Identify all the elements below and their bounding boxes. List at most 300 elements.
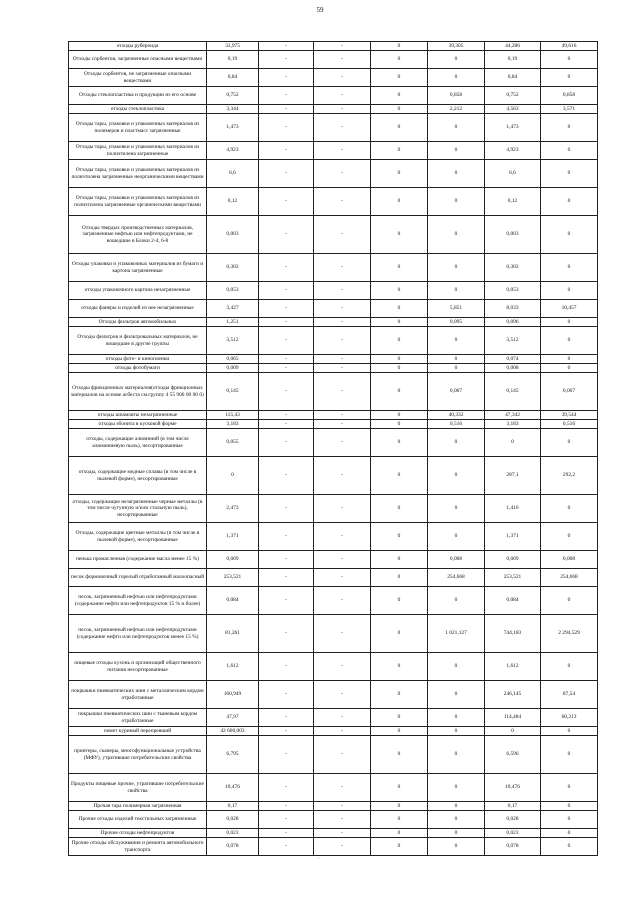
value-cell-5: 0 [428, 495, 485, 523]
waste-name-cell: Отходы сорбентов, загрязненные опасными веществами [69, 51, 207, 69]
value-cell-6: 6,596 [485, 736, 541, 774]
value-cell-6: 1,612 [485, 653, 541, 681]
waste-name-cell: Прочая тара полимерная загрязненная [69, 802, 207, 811]
value-cell-1: 0 [207, 457, 259, 495]
value-cell-2: - [259, 457, 314, 495]
value-cell-1: 42 600,003 [207, 727, 259, 736]
value-cell-4: 0 [371, 811, 428, 829]
waste-name-cell: песок, загрязненный нефтью или нефтепродуктами (содержание нефти или нефтепродуктов 15 % и более) [69, 587, 207, 615]
value-cell-2: - [259, 216, 314, 254]
value-cell-3: - [314, 42, 371, 51]
value-cell-1: 6,6 [207, 160, 259, 188]
value-cell-4: 0 [371, 551, 428, 569]
value-cell-4: 0 [371, 495, 428, 523]
value-cell-7: 0 [541, 114, 598, 142]
value-cell-2: - [259, 282, 314, 300]
footer-mark: . [318, 855, 320, 861]
value-cell-2: - [259, 373, 314, 411]
value-cell-6: 287,1 [485, 457, 541, 495]
value-cell-4: 0 [371, 105, 428, 114]
table-row [69, 681, 598, 709]
value-cell-6: 253,521 [485, 569, 541, 587]
value-cell-1: 3,512 [207, 327, 259, 355]
value-cell-6: 0,008 [485, 364, 541, 373]
table-row [69, 318, 598, 327]
value-cell-5: 0 [428, 69, 485, 87]
value-cell-1: 1,612 [207, 653, 259, 681]
value-cell-6: 0,053 [485, 282, 541, 300]
value-cell-3: - [314, 318, 371, 327]
page-number: 59 [316, 6, 324, 14]
value-cell-6: 0,078 [485, 838, 541, 856]
value-cell-6: 0,023 [485, 829, 541, 838]
value-cell-7: 0 [541, 838, 598, 856]
value-cell-7: 49,616 [541, 42, 598, 51]
value-cell-4: 0 [371, 373, 428, 411]
value-cell-5: 0,067 [428, 373, 485, 411]
value-cell-3: - [314, 105, 371, 114]
value-cell-1: 0,009 [207, 364, 259, 373]
table-row [69, 802, 598, 811]
value-cell-7: 0 [541, 774, 598, 802]
value-cell-1: 0,053 [207, 282, 259, 300]
value-cell-5: 0 [428, 364, 485, 373]
value-cell-4: 0 [371, 160, 428, 188]
value-cell-6: 0,12 [485, 188, 541, 216]
value-cell-4: 0 [371, 569, 428, 587]
value-cell-1: 0,19 [207, 51, 259, 69]
value-cell-1: 1,371 [207, 523, 259, 551]
waste-name-cell: отходы фотобумаги [69, 364, 207, 373]
value-cell-5: 254,668 [428, 569, 485, 587]
value-cell-2: - [259, 411, 314, 420]
value-cell-7: 0,008 [541, 551, 598, 569]
value-cell-6: 246,145 [485, 681, 541, 709]
value-cell-5: 0 [428, 811, 485, 829]
value-cell-1: 0,145 [207, 373, 259, 411]
value-cell-2: - [259, 300, 314, 318]
waste-name-cell: покрышки пневматических шин с металлическим кордом отработанные [69, 681, 207, 709]
value-cell-2: - [259, 681, 314, 709]
value-cell-5: 39,305 [428, 42, 485, 51]
waste-name-cell: Отходы тары, упаковки и упаковочных материалов из полимеров и пластмасс загрязненные [69, 114, 207, 142]
value-cell-2: - [259, 774, 314, 802]
value-cell-3: - [314, 420, 371, 429]
value-cell-6: 4,563 [485, 105, 541, 114]
value-cell-6: 0,84 [485, 69, 541, 87]
value-cell-6: 3,183 [485, 420, 541, 429]
value-cell-6: 0,145 [485, 373, 541, 411]
value-cell-3: - [314, 495, 371, 523]
value-cell-6: 6,6 [485, 160, 541, 188]
value-cell-5: 0 [428, 774, 485, 802]
waste-name-cell: отходы, содержащие незагрязненные черные металлы (в том числе чугунную и/или стальную пыль), несортированные [69, 495, 207, 523]
waste-name-cell: Отходы тары, упаковки и упаковочных материалов из полиэтилена загрязненные [69, 142, 207, 160]
table-row [69, 105, 598, 114]
value-cell-2: - [259, 114, 314, 142]
value-cell-7: 0 [541, 811, 598, 829]
waste-name-cell: отходы шпамовты незагрязненные [69, 411, 207, 420]
value-cell-1: 0,752 [207, 87, 259, 105]
waste-name-cell: отходы стеклопластика [69, 105, 207, 114]
value-cell-2: - [259, 188, 314, 216]
value-cell-6: 1,416 [485, 495, 541, 523]
value-cell-7: 0 [541, 318, 598, 327]
value-cell-6: 0,303 [485, 254, 541, 282]
table-row [69, 551, 598, 569]
value-cell-2: - [259, 254, 314, 282]
table-row [69, 282, 598, 300]
value-cell-3: - [314, 774, 371, 802]
value-cell-4: 0 [371, 87, 428, 105]
value-cell-7: 87,54 [541, 681, 598, 709]
value-cell-7: 0 [541, 160, 598, 188]
table-row [69, 420, 598, 429]
value-cell-1: 0,17 [207, 802, 259, 811]
value-cell-6: 0,19 [485, 51, 541, 69]
waste-name-cell: пищевые отходы кухонь и организаций общественного питания несортированные [69, 653, 207, 681]
waste-name-cell: Прочие отходы нефтепродуктов [69, 829, 207, 838]
value-cell-5: 0,095 [428, 318, 485, 327]
table-row [69, 727, 598, 736]
value-cell-4: 0 [371, 364, 428, 373]
value-cell-1: 160,949 [207, 681, 259, 709]
waste-name-cell: Отходы твердых производственных материалов, загрязненные нефтью или нефтепродуктами, не вошедшие в Блоки 2-4, 6-8 [69, 216, 207, 254]
table-row [69, 114, 598, 142]
waste-name-cell: отходы, содержащие алюминий (в том числе алюминиевую пыль), несортированные [69, 429, 207, 457]
value-cell-6: 0,084 [485, 587, 541, 615]
value-cell-1: 0,028 [207, 811, 259, 829]
value-cell-7: 0 [541, 495, 598, 523]
value-cell-2: - [259, 87, 314, 105]
value-cell-3: - [314, 838, 371, 856]
table-row [69, 653, 598, 681]
table-row [69, 774, 598, 802]
value-cell-2: - [259, 838, 314, 856]
value-cell-6: 0,028 [485, 811, 541, 829]
value-cell-5: 0,516 [428, 420, 485, 429]
value-cell-6: 1,473 [485, 114, 541, 142]
waste-name-cell: песок формовочный горелый отработанный малоопасный [69, 569, 207, 587]
value-cell-4: 0 [371, 681, 428, 709]
value-cell-5: 0 [428, 457, 485, 495]
value-cell-3: - [314, 653, 371, 681]
value-cell-5: 0 [428, 681, 485, 709]
value-cell-7: 10,457 [541, 300, 598, 318]
value-cell-6: 8,033 [485, 300, 541, 318]
waste-name-cell: пенька промасленная (содержание масла менее 15 %) [69, 551, 207, 569]
value-cell-2: - [259, 495, 314, 523]
table-row [69, 736, 598, 774]
value-cell-7: 0 [541, 327, 598, 355]
value-cell-7: 2 294,529 [541, 615, 598, 653]
table-row [69, 523, 598, 551]
waste-name-cell: Отходы стеклопластика и продукции из его основе [69, 87, 207, 105]
table-row [69, 327, 598, 355]
waste-name-cell: Продукты пищевые прочие, утратившие потребительские свойства [69, 774, 207, 802]
value-cell-7: 0 [541, 736, 598, 774]
value-cell-5: 0 [428, 736, 485, 774]
value-cell-1: 0,055 [207, 429, 259, 457]
value-cell-4: 0 [371, 727, 428, 736]
value-cell-1: 253,521 [207, 569, 259, 587]
value-cell-1: 0,009 [207, 551, 259, 569]
value-cell-2: - [259, 615, 314, 653]
value-cell-7: 0,067 [541, 373, 598, 411]
value-cell-2: - [259, 105, 314, 114]
waste-name-cell: Отходы, содержащие цветные металлы (в том числе в пылевой форме), несортированные [69, 523, 207, 551]
table-row [69, 364, 598, 373]
value-cell-1: 3,344 [207, 105, 259, 114]
waste-name-cell: помет куриный перепревший [69, 727, 207, 736]
value-cell-2: - [259, 318, 314, 327]
value-cell-3: - [314, 551, 371, 569]
value-cell-7: 60,213 [541, 709, 598, 727]
value-cell-2: - [259, 653, 314, 681]
value-cell-7: 39,544 [541, 411, 598, 420]
table-row [69, 615, 598, 653]
value-cell-4: 0 [371, 318, 428, 327]
value-cell-5: 0 [428, 429, 485, 457]
value-cell-2: - [259, 69, 314, 87]
value-cell-2: - [259, 802, 314, 811]
value-cell-7: 0 [541, 216, 598, 254]
value-cell-1: 0,065 [207, 355, 259, 364]
value-cell-1: 0,303 [207, 254, 259, 282]
table-row [69, 300, 598, 318]
value-cell-6: 4,923 [485, 142, 541, 160]
value-cell-3: - [314, 188, 371, 216]
value-cell-5: 0 [428, 51, 485, 69]
waste-table [68, 41, 598, 856]
waste-name-cell: отходы упаковочного картона незагрязненные [69, 282, 207, 300]
value-cell-7: 0 [541, 802, 598, 811]
value-cell-5: 0,858 [428, 87, 485, 105]
value-cell-3: - [314, 87, 371, 105]
value-cell-4: 0 [371, 254, 428, 282]
value-cell-7: 0 [541, 282, 598, 300]
table-row [69, 709, 598, 727]
value-cell-5: 0 [428, 802, 485, 811]
value-cell-4: 0 [371, 615, 428, 653]
table-row [69, 429, 598, 457]
value-cell-4: 0 [371, 838, 428, 856]
value-cell-4: 0 [371, 523, 428, 551]
value-cell-5: 0 [428, 355, 485, 364]
value-cell-4: 0 [371, 420, 428, 429]
value-cell-1: 1,473 [207, 114, 259, 142]
value-cell-6: 744,183 [485, 615, 541, 653]
value-cell-6: 0 [485, 429, 541, 457]
value-cell-5: 2,212 [428, 105, 485, 114]
value-cell-4: 0 [371, 736, 428, 774]
value-cell-5: 0 [428, 160, 485, 188]
table-row [69, 569, 598, 587]
value-cell-3: - [314, 429, 371, 457]
waste-name-cell: покрышки пневматических шин с тканевым кордом отработанные [69, 709, 207, 727]
value-cell-7: 0 [541, 429, 598, 457]
value-cell-5: 0 [428, 142, 485, 160]
value-cell-3: - [314, 364, 371, 373]
waste-name-cell: Отходы тары, упаковки и упаковочных материалов из полиэтилена загрязненные органическими веществами [69, 188, 207, 216]
table-row [69, 87, 598, 105]
value-cell-1: 6,795 [207, 736, 259, 774]
value-cell-6: 114,484 [485, 709, 541, 727]
value-cell-5: 0 [428, 587, 485, 615]
value-cell-3: - [314, 615, 371, 653]
value-cell-6: 3,512 [485, 327, 541, 355]
value-cell-1: 0,023 [207, 829, 259, 838]
waste-name-cell: Отходы фильтров автомобильных [69, 318, 207, 327]
value-cell-5: 0 [428, 327, 485, 355]
value-cell-6: 0,074 [485, 355, 541, 364]
value-cell-5: 0 [428, 282, 485, 300]
waste-name-cell: песок, загрязненный нефтью или нефтепродуктами (содержание нефти или нефтепродуктов менее 15 %) [69, 615, 207, 653]
value-cell-7: 0 [541, 188, 598, 216]
value-cell-5: 0 [428, 254, 485, 282]
value-cell-2: - [259, 327, 314, 355]
value-cell-4: 0 [371, 114, 428, 142]
value-cell-6: 10,476 [485, 774, 541, 802]
value-cell-1: 115,43 [207, 411, 259, 420]
value-cell-7: 292,2 [541, 457, 598, 495]
value-cell-4: 0 [371, 429, 428, 457]
value-cell-2: - [259, 429, 314, 457]
table-row [69, 254, 598, 282]
value-cell-5: 5,851 [428, 300, 485, 318]
value-cell-4: 0 [371, 216, 428, 254]
table-row [69, 188, 598, 216]
value-cell-1: 0,078 [207, 838, 259, 856]
value-cell-3: - [314, 681, 371, 709]
value-cell-5: 1 021,127 [428, 615, 485, 653]
value-cell-5: 0,008 [428, 551, 485, 569]
table-row [69, 216, 598, 254]
value-cell-2: - [259, 160, 314, 188]
value-cell-7: 0 [541, 653, 598, 681]
value-cell-6: 47,342 [485, 411, 541, 420]
value-cell-3: - [314, 457, 371, 495]
value-cell-3: - [314, 327, 371, 355]
value-cell-3: - [314, 355, 371, 364]
value-cell-4: 0 [371, 653, 428, 681]
value-cell-5: 0 [428, 216, 485, 254]
value-cell-1: 10,476 [207, 774, 259, 802]
value-cell-4: 0 [371, 774, 428, 802]
waste-name-cell: отходы эбонита в кусковой форме [69, 420, 207, 429]
value-cell-1: 3,427 [207, 300, 259, 318]
value-cell-2: - [259, 551, 314, 569]
value-cell-5: 40,332 [428, 411, 485, 420]
value-cell-2: - [259, 142, 314, 160]
value-cell-5: 0 [428, 653, 485, 681]
waste-name-cell: отходы, содержащие медные сплавы (в том числе в пылевой форме), несортированные [69, 457, 207, 495]
value-cell-7: 0,516 [541, 420, 598, 429]
value-cell-5: 0 [428, 829, 485, 838]
value-cell-3: - [314, 51, 371, 69]
value-cell-4: 0 [371, 142, 428, 160]
value-cell-2: - [259, 727, 314, 736]
table-row [69, 457, 598, 495]
value-cell-6: 0,096 [485, 318, 541, 327]
value-cell-5: 0 [428, 838, 485, 856]
value-cell-3: - [314, 373, 371, 411]
value-cell-4: 0 [371, 411, 428, 420]
value-cell-3: - [314, 114, 371, 142]
value-cell-2: - [259, 51, 314, 69]
value-cell-3: - [314, 587, 371, 615]
table-row [69, 829, 598, 838]
value-cell-4: 0 [371, 69, 428, 87]
value-cell-1: 33,975 [207, 42, 259, 51]
value-cell-1: 0,084 [207, 587, 259, 615]
table-row [69, 373, 598, 411]
value-cell-7: 0 [541, 523, 598, 551]
value-cell-4: 0 [371, 587, 428, 615]
value-cell-1: 3,183 [207, 420, 259, 429]
value-cell-7: 0 [541, 829, 598, 838]
value-cell-3: - [314, 523, 371, 551]
value-cell-2: - [259, 709, 314, 727]
value-cell-6: 0,009 [485, 551, 541, 569]
table-row [69, 495, 598, 523]
value-cell-1: 4,923 [207, 142, 259, 160]
value-cell-2: - [259, 355, 314, 364]
value-cell-5: 0 [428, 188, 485, 216]
table-row [69, 160, 598, 188]
value-cell-2: - [259, 587, 314, 615]
value-cell-2: - [259, 523, 314, 551]
table-row [69, 811, 598, 829]
value-cell-2: - [259, 42, 314, 51]
value-cell-3: - [314, 69, 371, 87]
value-cell-2: - [259, 420, 314, 429]
value-cell-2: - [259, 364, 314, 373]
value-cell-1: 47,97 [207, 709, 259, 727]
value-cell-3: - [314, 709, 371, 727]
value-cell-6: 0 [485, 727, 541, 736]
value-cell-6: 0,17 [485, 802, 541, 811]
value-cell-7: 0 [541, 587, 598, 615]
value-cell-6: 0,752 [485, 87, 541, 105]
waste-name-cell: отходы фанеры и изделий из нее незагрязненные [69, 300, 207, 318]
value-cell-6: 0,003 [485, 216, 541, 254]
value-cell-3: - [314, 727, 371, 736]
value-cell-4: 0 [371, 282, 428, 300]
value-cell-7: 254,668 [541, 569, 598, 587]
waste-name-cell: отходы фото- и кинопленки [69, 355, 207, 364]
value-cell-6: 1,371 [485, 523, 541, 551]
value-cell-2: - [259, 811, 314, 829]
value-cell-1: 0,12 [207, 188, 259, 216]
value-cell-3: - [314, 411, 371, 420]
value-cell-7: 0,858 [541, 87, 598, 105]
value-cell-7: 0 [541, 727, 598, 736]
value-cell-3: - [314, 736, 371, 774]
value-cell-6: 44,286 [485, 42, 541, 51]
value-cell-7: 0 [541, 51, 598, 69]
waste-name-cell: Отходы тары, упаковки и упаковочных материалов из полиэтилена загрязненные неорганическими веществами [69, 160, 207, 188]
waste-name-cell: Прочие отходы изделий текстильных загрязненные [69, 811, 207, 829]
value-cell-2: - [259, 829, 314, 838]
value-cell-3: - [314, 811, 371, 829]
value-cell-7: 0 [541, 364, 598, 373]
value-cell-3: - [314, 216, 371, 254]
value-cell-3: - [314, 282, 371, 300]
waste-name-cell: Отходы сорбентов, не загрязненные опасными веществами [69, 69, 207, 87]
value-cell-4: 0 [371, 51, 428, 69]
table-row [69, 142, 598, 160]
